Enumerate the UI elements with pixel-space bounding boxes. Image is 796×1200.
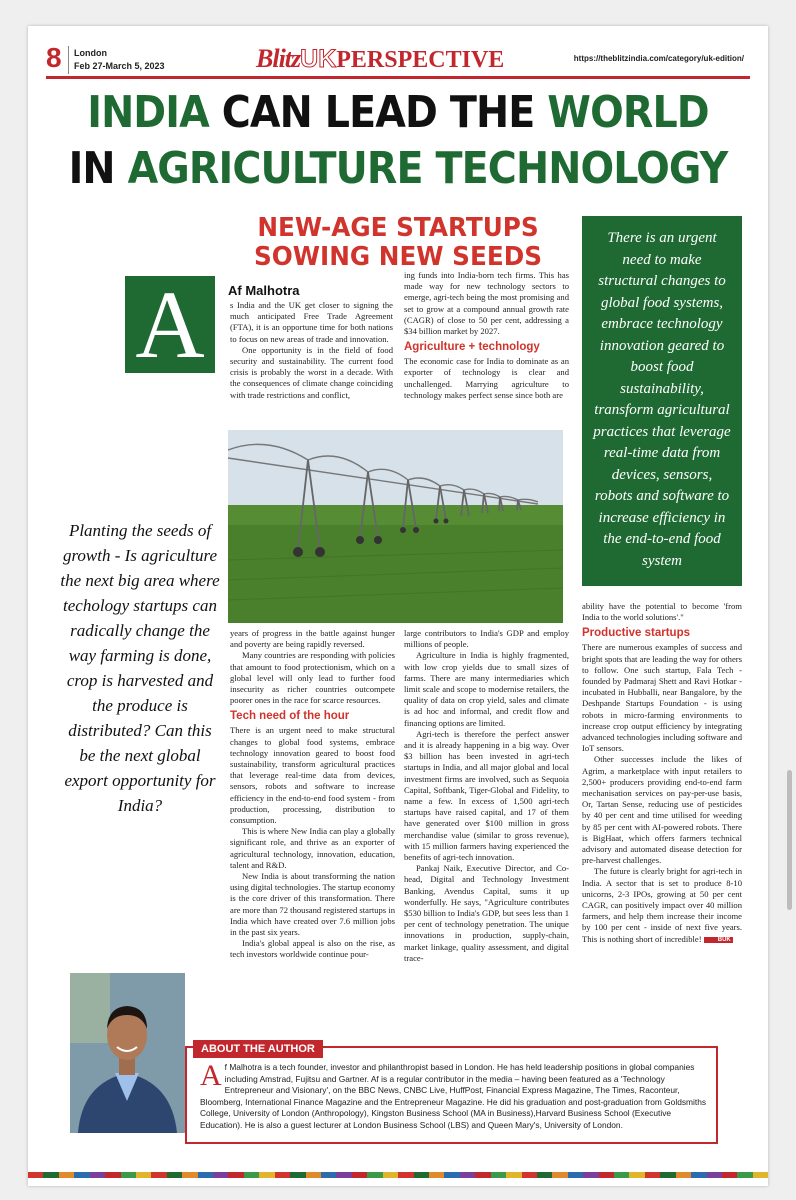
stripe-segment — [213, 1172, 228, 1178]
stripe-segment — [336, 1172, 351, 1178]
column-3: years of progress in the battle against hunger and poverty are being rapidly reversed. Many countries are responding with policies that amount to food protectionism, which on a global level will only lead to further food insecurity as richer countries outcompete poorer ones in the race for scarce resources. Tech need of the hour There is an urgent need to make structural changes to global food systems, embrace technology innovation geared to boost food sustainability, transform agricultural practices that leverage real-time data from devices, sensors, robots and software to increase efficiency in the end-to-end food system - from production, processing, distribution to consumption. This is where New India can play a globally significant role, and thrive as an exporter of agricultural technology, innovation, education, talent and R&D. New India is about transforming the nation using digital technologies. The startup economy is the core driver of this transformation. There are more than 72 thousand registered startups in India which have created over 7.6 million jobs in the past six years. India's global appeal is also on the rise, as tech investors worldwide continue pour- — [230, 628, 396, 960]
stripe-segment — [645, 1172, 660, 1178]
side-pull-quote: Planting the seeds of growth - Is agriculture the next big area where techology startups can radically change the way farming is done, crop is harvested and the produce is distributed? Can this be the next global export opportunity for India? — [60, 521, 220, 815]
stripe-segment — [491, 1172, 506, 1178]
header-rule — [46, 76, 750, 79]
stripe-segment — [737, 1172, 752, 1178]
stripe-segment — [228, 1172, 243, 1178]
stripe-segment — [552, 1172, 567, 1178]
stripe-segment — [475, 1172, 490, 1178]
stripe-segment — [522, 1172, 537, 1178]
headline-line-2: IN AGRICULTURE TECHNOLOGY — [68, 143, 728, 194]
stripe-segment — [722, 1172, 737, 1178]
header-separator — [68, 46, 69, 74]
irrigation-system-illustration — [228, 430, 563, 623]
author-bio-initial: A — [200, 1059, 222, 1092]
stripe-segment — [321, 1172, 336, 1178]
author-bio: Af Malhotra is a tech founder, investor and philanthropist based in London. He has held leadership positions in global companies including Amstrad, Fujitsu and Gartner. Af is a regular contributor in the media – having been featured as a 'Technology Entrepreneur and Visionary', on the BBC News, CNBC Live, HuffPost, Financial Express Magazine, The Times, Raconteur, Bloomberg, International Finance Magazine and the Entrepreneur Magazine. He did his graduation and post-graduation from Goldsmiths College, University of London (Anthropology), Kingston Business School (MA in Business),Harvard Business School (Executive Education). He is also a guest lecturer at London Business School (LBS) and Queen Mary's, University of London. — [200, 1059, 707, 1130]
stripe-segment — [537, 1172, 552, 1178]
section-heading-tech-need: Tech need of the hour — [230, 710, 350, 723]
subhead-line-2: SOWING NEW SEEDS — [254, 242, 542, 272]
stripe-segment — [583, 1172, 598, 1178]
headline-line-1: INDIA CAN LEAD THE WORLD — [87, 87, 709, 138]
author-photo — [70, 973, 185, 1133]
stripe-segment — [28, 1172, 43, 1178]
column-5: ability have the potential to become 'from India to the world solutions'." Productive startups There are numerous examples of success and bright spots that are leading the way for others to follow. One such startup, Fala Tech - founded by Padmaraj Shett and Ravi Hotkar - incubated in Hubballi, near Bangalore, by the Deshpande Startups Foundation - is using robots in micro-farming environments to increase crop output efficiency by integrating advanced technologies including software and IoT sensors. Other successes include the likes of Agrim, a marketplace with input retailers to 2,500+ producers providing end-to-end farm mechanisation services on pay-per-use basis, Or, Tartan Sense, reducing use of pesticides by 40 per cent and time utilised for weeding by 85 per cent with AI-powered robots. There is BigHaat, which offers farmers technical advisory and automated disease detection for pre-harvest challenges. The future is clearly bright for agri-tech in India. A sector that is set to produce 8-10 unicorns, 2-3 IPOs, growing at 50 per cent CAGR, can positively impact over 40 million farmers, and help them increase their income by 100 per cent - inside of next five years. This is nothing short of incredible! BUK — [582, 601, 742, 944]
stripe-segment — [352, 1172, 367, 1178]
stripe-segment — [182, 1172, 197, 1178]
stripe-segment — [383, 1172, 398, 1178]
stripe-segment — [275, 1172, 290, 1178]
header-date: Feb 27-March 5, 2023 — [74, 61, 165, 71]
header-city: London — [74, 48, 107, 58]
stripe-segment — [460, 1172, 475, 1178]
stripe-segment — [753, 1172, 768, 1178]
stripe-segment — [136, 1172, 151, 1178]
page-header — [46, 44, 750, 80]
stripe-segment — [660, 1172, 675, 1178]
stripe-segment — [414, 1172, 429, 1178]
stripe-segment — [121, 1172, 136, 1178]
stripe-segment — [629, 1172, 644, 1178]
stripe-segment — [259, 1172, 274, 1178]
stripe-segment — [244, 1172, 259, 1178]
stripe-segment — [599, 1172, 614, 1178]
stripe-segment — [614, 1172, 629, 1178]
stripe-segment — [429, 1172, 444, 1178]
byline: Af Malhotra — [228, 283, 300, 298]
stripe-segment — [59, 1172, 74, 1178]
stripe-segment — [167, 1172, 182, 1178]
end-mark-badge: BUK — [704, 937, 733, 943]
section-heading-agriculture-technology: Agriculture + technology — [404, 341, 540, 354]
stripe-segment — [74, 1172, 89, 1178]
column-2: ing funds into India-born tech firms. This has made way for new technology sectors to emerge, agri-tech being the most promising and set to grow at a compound annual growth rate (CAGR) of close to 50 per cent, addressing a $34 billion market by 2027. Agriculture + technology The economic case for India to dominate as an exporter of technology is clear and unchallenged. Marrying agriculture to technology makes perfect sense since both are — [404, 270, 569, 400]
stripe-segment — [151, 1172, 166, 1178]
stripe-segment — [198, 1172, 213, 1178]
stripe-segment — [398, 1172, 413, 1178]
pull-quote-box: There is an urgent need to make structural changes to global food systems, embrace technology innovation geared to boost food sustainability, transform agricultural practices that leverage real-time data from devices, sensors, robots and software to increase efficiency in the end-to-end food system — [582, 216, 742, 586]
stripe-segment — [90, 1172, 105, 1178]
stripe-segment — [367, 1172, 382, 1178]
stripe-segment — [290, 1172, 305, 1178]
page-number: 8 — [46, 42, 62, 73]
stripe-segment — [105, 1172, 120, 1178]
stripe-segment — [506, 1172, 521, 1178]
stripe-segment — [568, 1172, 583, 1178]
irrigation-field-photo — [228, 430, 563, 623]
stripe-segment — [676, 1172, 691, 1178]
header-url[interactable]: https://theblitzindia.com/category/uk-edition/ — [573, 54, 744, 63]
stripe-segment — [306, 1172, 321, 1178]
column-1: s India and the UK get closer to signing the much anticipated Free Trade Agreement (FTA), it is an opportune time for both nations to focus on new areas of trade and innovation. One opportunity is in the field of food security and sustainability. The current food crisis is probably the worst in a decade. With the consequences of climate change coinciding with trade restrictions and conflict, — [230, 300, 393, 400]
newspaper-page — [28, 26, 768, 1186]
stripe-segment — [444, 1172, 459, 1178]
masthead-logo: BlitzUKPERSPECTIVE — [256, 44, 505, 73]
subhead-line-1: NEW-AGE STARTUPS — [257, 213, 539, 243]
color-stripe-footer — [28, 1172, 768, 1178]
scrollbar-thumb[interactable] — [787, 770, 792, 910]
stripe-segment — [43, 1172, 58, 1178]
stripe-segment — [691, 1172, 706, 1178]
section-heading-productive-startups: Productive startups — [582, 627, 690, 640]
stripe-segment — [707, 1172, 722, 1178]
drop-cap: A — [125, 276, 215, 373]
about-author-title: ABOUT THE AUTHOR — [193, 1040, 323, 1058]
column-4: large contributors to India's GDP and employ millions of people. Agriculture in India is highly fragmented, with low crop yields due to small sizes of farms. There are many intermediaries which limit scale and scope to modernise retailers, the quality of data on crop yield, sales and climate is ad hoc and informal, and credit flow and financing options are limited. Agri-tech is therefore the perfect answer and it is already happening in a big way. Over $3 billion has been invested in agri-tech startups in India, and all major global and local investment firms are involved, such as Sequoia Capital, Softbank, Tiger-Global and Fidelity, to name a few. In excess of 1,500 agri-tech startups have raised capital, and 17 of them have generated over $100 million in gross merchandise value (similar to gross revenue), with 15 million farmers having experienced the benefits of agri-tech innovation. Pankaj Naik, Executive Director, and Co-head, Digital and Technology Investment Banking, Avendus Capital, sums it up wonderfully. He says, "Agriculture contributes $530 billion to India's GDP, but sees less than 1 per cent of technology penetration. The unique innovations in production, supply-chain, market linkage, quality assessment, and digital trace- — [404, 628, 569, 963]
author-portrait-illustration — [70, 973, 185, 1133]
